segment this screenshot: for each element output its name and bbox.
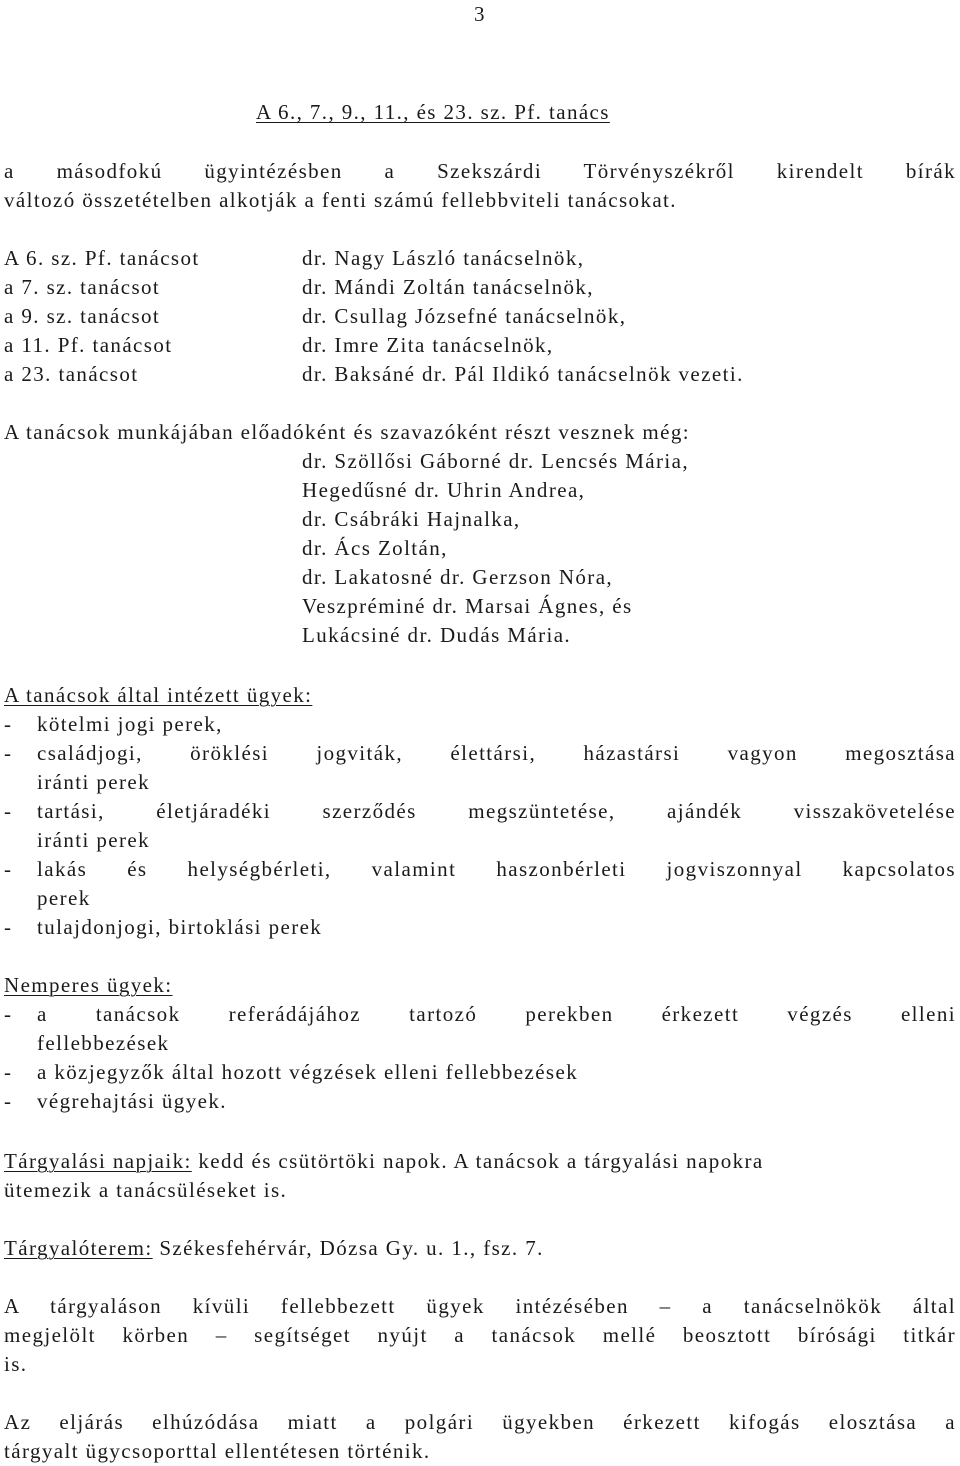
council-chair: dr. Baksáné dr. Pál Ildikó tanácselnök vezeti. (302, 362, 744, 386)
case-item: - tartási, életjáradéki szerződés megszüntetése, ajándék visszakövetelése (37, 797, 956, 826)
cases-heading: A tanácsok által intézett ügyek: (4, 683, 313, 707)
nonlit-item: - a tanácsok referádájához tartozó perekben érkezett végzés elleni (37, 1000, 956, 1029)
council-name: a 9. sz. tanácsot (4, 304, 161, 328)
nonlit-item-continued: fellebbezések (37, 1031, 170, 1055)
council-name: A 6. sz. Pf. tanácsot (4, 246, 200, 270)
case-item: - családjogi, öröklési jogviták, élettársi, házastársi vagyon megosztása (37, 739, 956, 768)
courtroom-text: Székesfehérvár, Dózsa Gy. u. 1., fsz. 7. (159, 1236, 544, 1260)
intro-line-1: a másodfokú ügyintézésben a Szekszárdi Törvényszékről kirendelt bírák (4, 159, 956, 183)
intro-line-2: változó összetételben alkotják a fenti számú fellebbviteli tanácsokat. (4, 188, 677, 212)
council-chair: dr. Nagy László tanácselnök, (302, 246, 585, 270)
delay-paragraph-line: tárgyalt ügycsoporttal ellentétesen történik. (4, 1439, 431, 1463)
council-chair: dr. Csullag Józsefné tanácselnök, (302, 304, 627, 328)
hearing-days-line (4, 1147, 764, 1176)
case-item: - tulajdonjogi, birtoklási perek (37, 913, 322, 942)
member-item: Lukácsiné dr. Dudás Mária. (302, 623, 572, 647)
council-chair: dr. Mándi Zoltán tanácselnök, (302, 275, 594, 299)
member-item: dr. Szöllősi Gáborné dr. Lencsés Mária, (302, 449, 690, 473)
nonlit-item: - a közjegyzők által hozott végzések elleni fellebbezések (37, 1058, 578, 1087)
member-item: Hegedűsné dr. Uhrin Andrea, (302, 478, 586, 502)
outside-paragraph-line: megjelölt körben – segítséget nyújt a tanácsok mellé beosztott bírósági titkár (4, 1323, 956, 1347)
council-chair: dr. Imre Zita tanácselnök, (302, 333, 554, 357)
council-name: a 7. sz. tanácsot (4, 275, 161, 299)
case-item: - kötelmi jogi perek, (37, 710, 223, 739)
outside-paragraph-line: A tárgyaláson kívüli fellebbezett ügyek intézésében – a tanácselnökök által (4, 1294, 956, 1318)
outside-paragraph-line: is. (4, 1352, 28, 1376)
members-intro: A tanácsok munkájában előadóként és szavazóként részt vesznek még: (4, 420, 691, 444)
member-item: Veszpréminé dr. Marsai Ágnes, és (302, 594, 633, 618)
member-item: dr. Lakatosné dr. Gerzson Nóra, (302, 565, 614, 589)
courtroom-line (4, 1234, 544, 1263)
council-name: a 11. Pf. tanácsot (4, 333, 173, 357)
section-title: A 6., 7., 9., 11., és 23. sz. Pf. tanács (256, 100, 610, 124)
council-name: a 23. tanácsot (4, 362, 139, 386)
case-item-continued: perek (37, 886, 91, 910)
hearing-days-label: Tárgyalási napjaik: (4, 1149, 192, 1173)
nonlit-heading: Nemperes ügyek: (4, 973, 173, 997)
nonlit-item: - végrehajtási ügyek. (37, 1087, 227, 1116)
case-item-continued: iránti perek (37, 770, 151, 794)
member-item: dr. Csábráki Hajnalka, (302, 507, 521, 531)
hearing-days-text-2: ütemezik a tanácsüléseket is. (4, 1178, 288, 1202)
member-item: dr. Ács Zoltán, (302, 536, 448, 560)
delay-paragraph-line: Az eljárás elhúzódása miatt a polgári ügyekben érkezett kifogás elosztása a (4, 1410, 956, 1434)
case-item-continued: iránti perek (37, 828, 151, 852)
hearing-days-text: kedd és csütörtöki napok. A tanácsok a tárgyalási napokra (198, 1149, 764, 1173)
case-item: - lakás és helységbérleti, valamint haszonbérleti jogviszonnyal kapcsolatos (37, 855, 956, 884)
courtroom-label: Tárgyalóterem: (4, 1236, 153, 1260)
page-number: 3 (474, 2, 486, 26)
